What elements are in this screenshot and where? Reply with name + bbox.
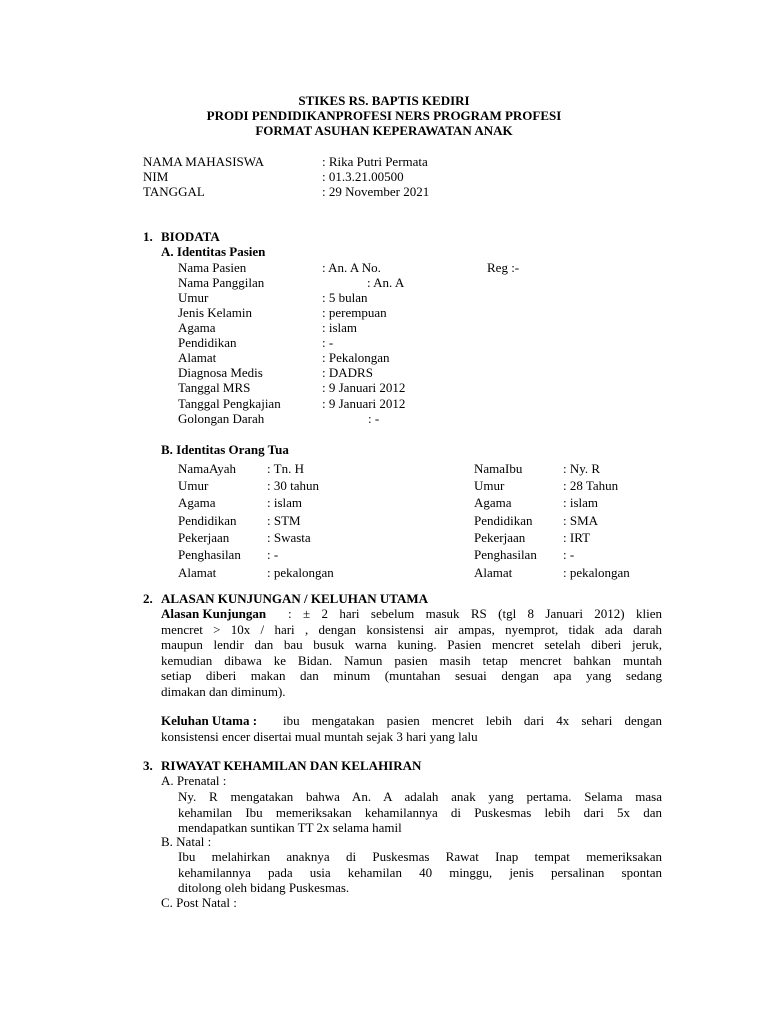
father-row-value: : Swasta [267,530,311,545]
mother-row-value: : pekalongan [563,565,630,580]
section-3-title: RIWAYAT KEHAMILAN DAN KELAHIRAN [161,758,422,773]
patient-row-value: : 5 bulan [322,290,368,305]
paragraph-line: mendapatkan suntikan TT 2x selama hamil [178,820,402,835]
paragraph-line: setiap diberi makan dan minum (muntahan sesuai dengan apa yang sedang [161,668,662,683]
mother-row-value: : Ny. R [563,461,601,476]
patient-row-value: : islam [322,320,358,335]
patient-row-label: Alamat [178,350,217,365]
student-date-label: TANGGAL [143,184,205,199]
father-row-value: : pekalongan [267,565,334,580]
natal-label: B. Natal : [161,834,212,849]
section-2-title: ALASAN KUNJUNGAN / KELUHAN UTAMA [161,591,428,606]
paragraph-line: kehamilannya pada usia kehamilan 40 minggu, jenis persalinan spontan [178,864,662,880]
mother-row-label: Penghasilan [474,547,537,562]
mother-row-value: : 28 Tahun [563,478,619,493]
patient-row-label: Jenis Kelamin [178,305,253,320]
paragraph-line: ditolong oleh bidang Puskesmas. [178,880,350,895]
student-nim-value: : 01.3.21.00500 [322,169,404,184]
mother-row-label: Pekerjaan [474,530,526,545]
paragraph-line: konsistensi encer disertai mual muntah sejak 3 hari yang lalu [161,728,478,744]
paragraph-line: ibu mengatakan pasien mencret lebih dari 4x sehari dengan [283,713,662,728]
patient-row-label: Diagnosa Medis [178,365,263,380]
mother-row-label: Alamat [474,565,513,580]
mother-row-label: Agama [474,495,512,510]
patient-row-label: Golongan Darah [178,411,265,426]
header-line-2: PRODI PENDIDIKANPROFESI NERS PROGRAM PROFESI [206,108,562,123]
patient-row-label: Nama Panggilan [178,275,265,290]
patient-row-label: Tanggal Pengkajian [178,396,281,411]
paragraph-line: kehamilan Ibu memeriksakan kehamilannya di Puskesmas lebih dari 5x dan [178,804,662,820]
patient-row-label: Nama Pasien [178,260,247,275]
patient-row-value: : An. A No. [322,260,381,275]
prenatal-label: A. Prenatal : [161,773,227,788]
paragraph-line: Ny. R mengatakan bahwa An. A adalah anak yang pertama. Selama masa [178,789,662,804]
father-row-label: Penghasilan [178,547,241,562]
patient-row-label: Pendidikan [178,335,237,350]
header-line-1: STIKES RS. BAPTIS KEDIRI [298,93,470,108]
natal-paragraph [178,849,662,896]
patient-identity-heading: A. Identitas Pasien [161,244,266,259]
paragraph-line: kemudian dibawa ke Bidan. Namun pasien masih tetap mencret bahkan muntah [161,652,662,668]
patient-row-value: : DADRS [322,365,373,380]
mother-row-value: : islam [563,495,599,510]
patient-row-value: : 9 Januari 2012 [322,396,406,411]
student-date-value: : 29 November 2021 [322,184,430,199]
patient-row-label: Umur [178,290,209,305]
keluhan-utama-first-line [283,713,662,729]
student-nim-label: NIM [143,169,169,184]
father-row-value: : STM [267,513,301,528]
alasan-kunjungan-first-line [288,606,662,622]
alasan-kunjungan-label: Alasan Kunjungan [161,606,267,621]
header-line-3: FORMAT ASUHAN KEPERAWATAN ANAK [255,123,513,138]
father-row-label: Umur [178,478,209,493]
father-row-label: Agama [178,495,216,510]
father-row-label: NamaAyah [178,461,237,476]
father-row-label: Alamat [178,565,217,580]
paragraph-line: dimakan dan diminum). [161,683,286,699]
patient-row-value: : An. A [367,275,405,290]
mother-row-label: Pendidikan [474,513,533,528]
patient-row-label: Tanggal MRS [178,380,251,395]
father-row-label: Pendidikan [178,513,237,528]
mother-row-label: Umur [474,478,505,493]
section-3-number: 3. [143,758,153,773]
keluhan-utama-paragraph [161,729,662,745]
paragraph-line: mencret > 10x / hari , dengan konsistensi air ampas, nyemprot, tidak ada darah [161,621,662,637]
paragraph-line: Ibu melahirkan anaknya di Puskesmas Rawat Inap tempat memeriksakan [178,849,662,864]
paragraph-line: maupun lendir dan bau busuk warna kuning. Pasien mencret setelah diberi jeruk, [161,637,662,652]
patient-row-value: : - [368,411,380,426]
section-2-number: 2. [143,591,153,606]
keluhan-utama-label: Keluhan Utama : [161,713,258,728]
parents-identity-heading: B. Identitas Orang Tua [161,442,289,457]
registration-number: Reg :- [487,260,520,275]
father-row-value: : 30 tahun [267,478,319,493]
section-1-title: BIODATA [161,229,220,244]
mother-row-value: : SMA [563,513,599,528]
father-row-value: : islam [267,495,303,510]
mother-row-label: NamaIbu [474,461,523,476]
patient-row-value: : - [322,335,334,350]
prenatal-paragraph [178,789,662,836]
student-name-value: : Rika Putri Permata [322,154,428,169]
patient-row-value: : perempuan [322,305,387,320]
father-row-value: : Tn. H [267,461,304,476]
patient-row-value: : Pekalongan [322,350,390,365]
student-name-label: NAMA MAHASISWA [143,154,264,169]
paragraph-line: : ± 2 hari sebelum masuk RS (tgl 8 Januari 2012) klien [288,606,662,621]
mother-row-value: : - [563,547,575,562]
section-1-number: 1. [143,229,153,244]
patient-row-value: : 9 Januari 2012 [322,380,406,395]
alasan-kunjungan-paragraph [161,622,662,700]
post-natal-label: C. Post Natal : [161,895,237,910]
father-row-label: Pekerjaan [178,530,230,545]
father-row-value: : - [267,547,279,562]
mother-row-value: : IRT [563,530,591,545]
patient-row-label: Agama [178,320,216,335]
